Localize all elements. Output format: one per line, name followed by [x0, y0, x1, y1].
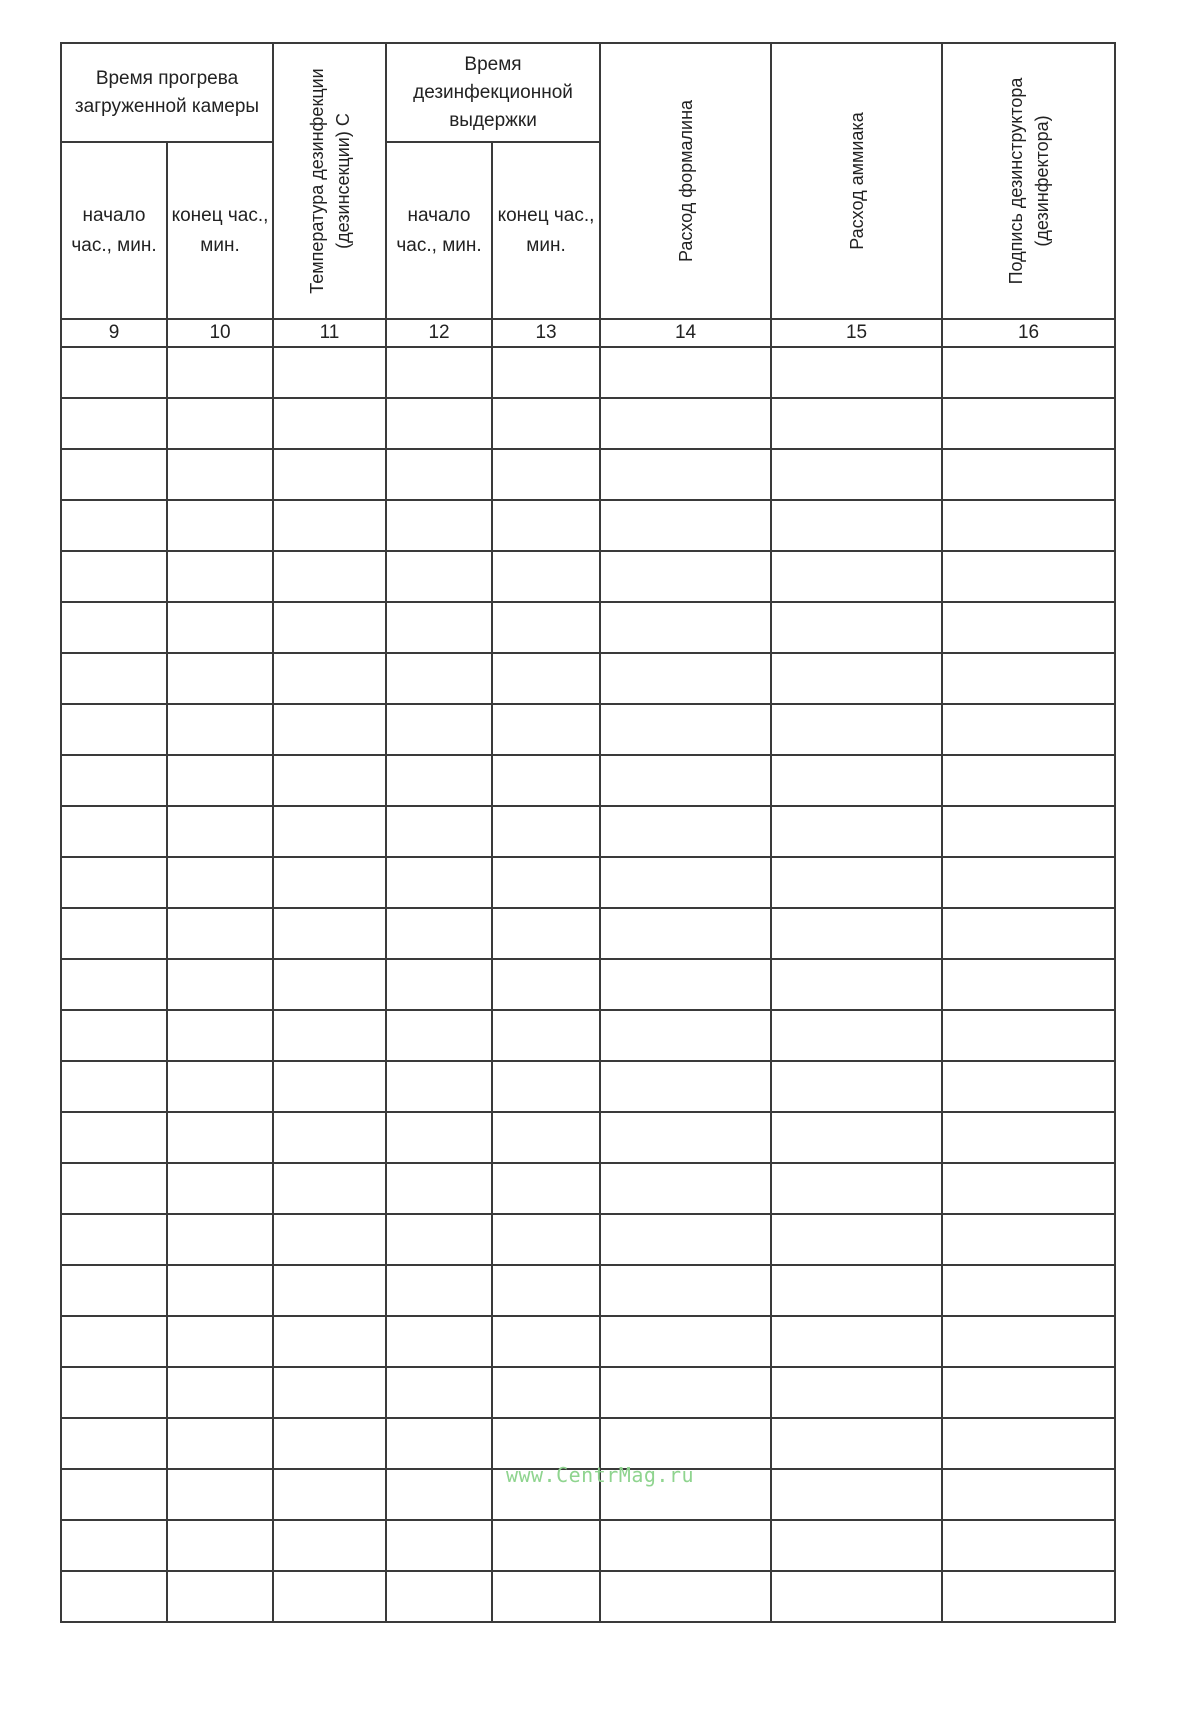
- table-cell: [386, 857, 492, 908]
- table-cell: [771, 398, 942, 449]
- table-cell: [61, 449, 167, 500]
- table-cell: [167, 1316, 273, 1367]
- table-cell: [600, 857, 771, 908]
- column-number: 15: [771, 319, 942, 347]
- table-cell: [386, 1418, 492, 1469]
- table-cell: [942, 449, 1115, 500]
- table-cell: [167, 449, 273, 500]
- table-cell: [492, 1520, 600, 1571]
- table-cell: [942, 1367, 1115, 1418]
- table-cell: [492, 857, 600, 908]
- table-row: [61, 908, 1115, 959]
- table-cell: [61, 500, 167, 551]
- table-cell: [771, 1265, 942, 1316]
- table-cell: [771, 857, 942, 908]
- table-row: [61, 1061, 1115, 1112]
- table-cell: [386, 1163, 492, 1214]
- table-cell: [167, 1520, 273, 1571]
- table-cell: [492, 1214, 600, 1265]
- header-signature-label: Подпись дезинструктора (дезинфектора): [1005, 77, 1052, 285]
- table-cell: [386, 959, 492, 1010]
- table-cell: [61, 398, 167, 449]
- table-cell: [771, 1316, 942, 1367]
- table-cell: [273, 1163, 386, 1214]
- table-cell: [386, 1061, 492, 1112]
- table-cell: [273, 908, 386, 959]
- table-cell: [771, 1571, 942, 1622]
- table-cell: [492, 1418, 600, 1469]
- table-cell: [386, 1520, 492, 1571]
- table-cell: [273, 1367, 386, 1418]
- table-cell: [167, 551, 273, 602]
- table-cell: [492, 500, 600, 551]
- table-cell: [386, 1265, 492, 1316]
- table-row: [61, 1571, 1115, 1622]
- table-row: [61, 1163, 1115, 1214]
- table-cell: [273, 653, 386, 704]
- table-cell: [61, 857, 167, 908]
- table-row: [61, 704, 1115, 755]
- table-cell: [600, 1418, 771, 1469]
- table-cell: [492, 1061, 600, 1112]
- table-cell: [492, 602, 600, 653]
- header-signature: [942, 43, 1115, 319]
- table-cell: [167, 1061, 273, 1112]
- table-cell: [771, 1010, 942, 1061]
- table-cell: [771, 1112, 942, 1163]
- table-cell: [273, 1469, 386, 1520]
- table-cell: [386, 500, 492, 551]
- table-cell: [273, 1520, 386, 1571]
- table-cell: [492, 449, 600, 500]
- table-cell: [273, 398, 386, 449]
- table-row: [61, 1316, 1115, 1367]
- table-row: [61, 755, 1115, 806]
- table-cell: [386, 1571, 492, 1622]
- table-cell: [273, 1265, 386, 1316]
- table-cell: [600, 398, 771, 449]
- column-number: 9: [61, 319, 167, 347]
- table-cell: [167, 1010, 273, 1061]
- column-number: 16: [942, 319, 1115, 347]
- table-cell: [61, 1265, 167, 1316]
- table-cell: [600, 347, 771, 398]
- header-exposure-end: конец час., мин.: [492, 142, 600, 319]
- table-cell: [771, 1520, 942, 1571]
- table-cell: [273, 857, 386, 908]
- table-cell: [273, 1010, 386, 1061]
- table-row: [61, 602, 1115, 653]
- table-cell: [273, 1418, 386, 1469]
- table-row: [61, 1418, 1115, 1469]
- column-number: 12: [386, 319, 492, 347]
- table-row: [61, 806, 1115, 857]
- table-cell: [386, 755, 492, 806]
- table-row: [61, 1520, 1115, 1571]
- table-row: [61, 347, 1115, 398]
- table-cell: [492, 755, 600, 806]
- table-cell: [167, 959, 273, 1010]
- table-row: [61, 449, 1115, 500]
- table-cell: [273, 449, 386, 500]
- table-cell: [942, 1265, 1115, 1316]
- table-row: [61, 653, 1115, 704]
- table-cell: [386, 602, 492, 653]
- table-cell: [771, 500, 942, 551]
- header-warmup-end: конец час., мин.: [167, 142, 273, 319]
- column-number: 13: [492, 319, 600, 347]
- table-row: [61, 1214, 1115, 1265]
- table-cell: [61, 1367, 167, 1418]
- table-cell: [61, 1520, 167, 1571]
- table-cell: [167, 1112, 273, 1163]
- table-cell: [942, 908, 1115, 959]
- table-cell: [600, 908, 771, 959]
- table-cell: [771, 449, 942, 500]
- table-cell: [167, 602, 273, 653]
- table-cell: [61, 908, 167, 959]
- table-cell: [61, 1418, 167, 1469]
- table-cell: [61, 602, 167, 653]
- table-cell: [600, 1163, 771, 1214]
- table-cell: [942, 347, 1115, 398]
- table-cell: [386, 398, 492, 449]
- table-cell: [273, 1061, 386, 1112]
- table-cell: [386, 1316, 492, 1367]
- table-cell: [167, 857, 273, 908]
- table-cell: [942, 704, 1115, 755]
- table-cell: [273, 1571, 386, 1622]
- table-cell: [600, 1520, 771, 1571]
- table-cell: [386, 1214, 492, 1265]
- table-cell: [771, 602, 942, 653]
- table-cell: [942, 857, 1115, 908]
- table-cell: [386, 1112, 492, 1163]
- table-cell: [600, 551, 771, 602]
- table-cell: [492, 1163, 600, 1214]
- table-cell: [600, 500, 771, 551]
- table-cell: [61, 1571, 167, 1622]
- table-cell: [386, 806, 492, 857]
- header-exposure-start: начало час., мин.: [386, 142, 492, 319]
- table-cell: [386, 1010, 492, 1061]
- table-cell: [167, 704, 273, 755]
- table-cell: [386, 449, 492, 500]
- table-cell: [61, 1316, 167, 1367]
- table-cell: [492, 1112, 600, 1163]
- table-cell: [942, 1469, 1115, 1520]
- table-cell: [942, 959, 1115, 1010]
- header-warmup-start: начало час., мин.: [61, 142, 167, 319]
- table-cell: [600, 1214, 771, 1265]
- table-cell: [273, 755, 386, 806]
- column-number: 10: [167, 319, 273, 347]
- table-cell: [61, 1112, 167, 1163]
- watermark: www.CentrMag.ru: [505, 1463, 695, 1487]
- table-cell: [386, 1469, 492, 1520]
- table-cell: [771, 653, 942, 704]
- table-cell: [273, 959, 386, 1010]
- table-cell: [386, 908, 492, 959]
- table-cell: [492, 398, 600, 449]
- table-cell: [771, 1418, 942, 1469]
- table-cell: [167, 500, 273, 551]
- table-row: [61, 1265, 1115, 1316]
- table-cell: [942, 653, 1115, 704]
- table-cell: [167, 1214, 273, 1265]
- table-cell: [600, 1010, 771, 1061]
- header-temperature: [273, 43, 386, 319]
- table-cell: [942, 1061, 1115, 1112]
- column-number: 14: [600, 319, 771, 347]
- table-cell: [942, 1418, 1115, 1469]
- table-cell: [167, 1265, 273, 1316]
- table-cell: [273, 602, 386, 653]
- table-cell: [771, 1469, 942, 1520]
- table-cell: [942, 551, 1115, 602]
- table-cell: [600, 1367, 771, 1418]
- table-cell: [167, 1367, 273, 1418]
- table-cell: [492, 1265, 600, 1316]
- table-cell: [61, 806, 167, 857]
- table-cell: [492, 908, 600, 959]
- table-cell: [167, 1469, 273, 1520]
- table-cell: [61, 755, 167, 806]
- table-row: [61, 551, 1115, 602]
- table-cell: [167, 1571, 273, 1622]
- table-cell: [600, 1265, 771, 1316]
- table-cell: [492, 1010, 600, 1061]
- table-cell: [492, 347, 600, 398]
- table-cell: [273, 347, 386, 398]
- table-cell: [386, 653, 492, 704]
- header-formalin: [600, 43, 771, 319]
- table-cell: [61, 704, 167, 755]
- table-cell: [273, 1112, 386, 1163]
- table-cell: [386, 704, 492, 755]
- table-cell: [492, 1469, 600, 1520]
- disinfection-journal-table: [60, 42, 1116, 1623]
- table-cell: [273, 806, 386, 857]
- table-cell: [492, 1367, 600, 1418]
- table-cell: [492, 653, 600, 704]
- table-cell: [600, 704, 771, 755]
- table-cell: [942, 1214, 1115, 1265]
- table-cell: [600, 1316, 771, 1367]
- table-cell: [942, 755, 1115, 806]
- table-row: [61, 1367, 1115, 1418]
- table-cell: [600, 1061, 771, 1112]
- table-cell: [771, 1163, 942, 1214]
- table-cell: [167, 755, 273, 806]
- table-cell: [942, 602, 1115, 653]
- header-ammonia: [771, 43, 942, 319]
- table-row: [61, 1010, 1115, 1061]
- table-cell: [386, 1367, 492, 1418]
- table-cell: [771, 1061, 942, 1112]
- table-cell: [942, 1163, 1115, 1214]
- table-cell: [771, 704, 942, 755]
- table-cell: [492, 551, 600, 602]
- table-cell: [61, 1214, 167, 1265]
- table-cell: [942, 398, 1115, 449]
- table-cell: [771, 908, 942, 959]
- table-cell: [273, 500, 386, 551]
- table-cell: [492, 959, 600, 1010]
- table-row: [61, 1112, 1115, 1163]
- table-cell: [942, 1112, 1115, 1163]
- table-cell: [492, 1316, 600, 1367]
- table-cell: [771, 755, 942, 806]
- table-cell: [61, 551, 167, 602]
- table-cell: [600, 449, 771, 500]
- table-cell: [167, 653, 273, 704]
- table-cell: [600, 959, 771, 1010]
- header-formalin-label: Расход формалина: [675, 99, 696, 263]
- header-warmup-time: Время прогрева загруженной камеры: [61, 43, 273, 142]
- table-cell: [61, 1010, 167, 1061]
- column-number-row: [61, 319, 1115, 347]
- table-cell: [600, 653, 771, 704]
- table-cell: [273, 1214, 386, 1265]
- table-cell: [386, 551, 492, 602]
- table-cell: [492, 704, 600, 755]
- table-cell: [167, 806, 273, 857]
- table-row: [61, 857, 1115, 908]
- table-cell: [771, 1214, 942, 1265]
- table-row: [61, 398, 1115, 449]
- table-cell: [771, 347, 942, 398]
- table-cell: [600, 602, 771, 653]
- table-cell: [600, 755, 771, 806]
- table-cell: [771, 1367, 942, 1418]
- table-cell: [61, 1061, 167, 1112]
- table-cell: [167, 347, 273, 398]
- table-row: [61, 959, 1115, 1010]
- table-row: [61, 500, 1115, 551]
- table-cell: [942, 806, 1115, 857]
- table-cell: [942, 1316, 1115, 1367]
- table-cell: [273, 704, 386, 755]
- header-temperature-label: Температура дезинфекции (дезинсекции) С: [306, 68, 353, 294]
- table-cell: [61, 1163, 167, 1214]
- table-cell: [942, 1010, 1115, 1061]
- table-cell: [61, 653, 167, 704]
- table-cell: [61, 347, 167, 398]
- table-cell: [167, 1163, 273, 1214]
- table-cell: [600, 1571, 771, 1622]
- table-row: [61, 1469, 1115, 1520]
- table-cell: [61, 1469, 167, 1520]
- table-cell: [600, 806, 771, 857]
- table-cell: [167, 908, 273, 959]
- table-cell: [386, 347, 492, 398]
- table-body: [61, 347, 1115, 1622]
- table-cell: [273, 1316, 386, 1367]
- table-cell: [492, 806, 600, 857]
- table-cell: [600, 1469, 771, 1520]
- table-cell: [771, 959, 942, 1010]
- table-cell: [61, 959, 167, 1010]
- table-cell: [167, 398, 273, 449]
- header-exposure-time: Время дезинфекционной выдержки: [386, 43, 600, 142]
- table-cell: [600, 1112, 771, 1163]
- table-cell: [771, 806, 942, 857]
- table-cell: [942, 500, 1115, 551]
- table-cell: [771, 551, 942, 602]
- table-cell: [942, 1571, 1115, 1622]
- header-ammonia-label: Расход аммиака: [846, 112, 867, 250]
- table-cell: [942, 1520, 1115, 1571]
- table-cell: [167, 1418, 273, 1469]
- column-number: 11: [273, 319, 386, 347]
- table-cell: [273, 551, 386, 602]
- table-cell: [492, 1571, 600, 1622]
